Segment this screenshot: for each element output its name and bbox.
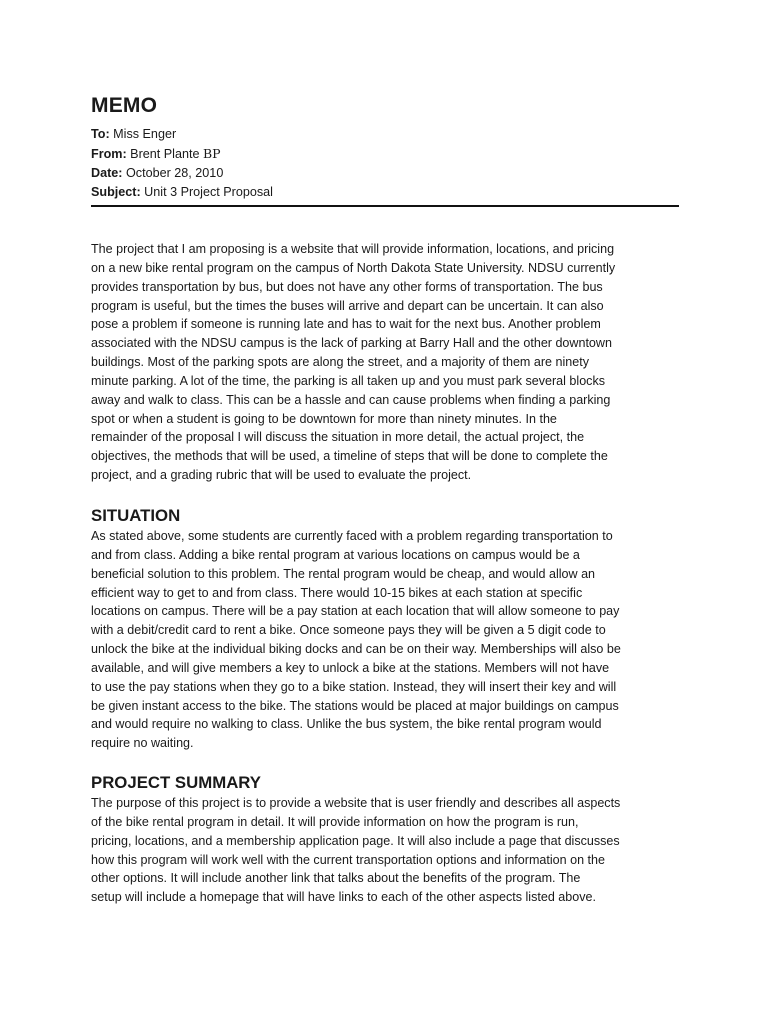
from-line bbox=[91, 144, 679, 164]
to-value: Miss Enger bbox=[109, 127, 177, 141]
situation-heading: SITUATION bbox=[91, 505, 181, 525]
text-line: program is useful, but the times the buses will arrive and depart can be uncertain. It can also bbox=[91, 298, 604, 313]
text-line: with a debit/credit card to rent a bike. Once someone pays they will be given a 5 digit code to bbox=[91, 623, 606, 638]
text-line: As stated above, some students are currently faced with a problem regarding transportation to bbox=[91, 528, 613, 543]
handwritten-initials: BP bbox=[203, 146, 221, 161]
to-label: To: bbox=[91, 127, 110, 141]
text-line: require no waiting. bbox=[91, 736, 194, 751]
text-line: The project that I am proposing is a website that will provide information, locations, and pricing bbox=[91, 242, 615, 256]
text-line: objectives, the methods that will be used, a timeline of steps that will be done to complete the bbox=[91, 449, 608, 464]
text-line: associated with the NDSU campus is the lack of parking at Barry Hall and the other downtown bbox=[91, 336, 612, 351]
text-line: how this program will work well with the current transportation options and information on the bbox=[91, 852, 605, 867]
text-line: project, and a grading rubric that will be used to evaluate the project. bbox=[91, 468, 472, 483]
text-line: pose a problem if someone is running late and has to wait for the next bus. Another problem bbox=[91, 317, 601, 332]
text-line: available, and will give members a key to unlock a bike at the stations. Members will not have bbox=[91, 660, 610, 675]
text-line: and from class. Adding a bike rental program at various locations on campus would be a bbox=[91, 547, 580, 562]
text-line: remainder of the proposal I will discuss the situation in more detail, the actual project, the bbox=[91, 430, 585, 445]
text-line: The purpose of this project is to provide a website that is user friendly and describes all aspects bbox=[91, 796, 621, 811]
situation-paragraph bbox=[91, 527, 679, 753]
text-line: locations on campus. There will be a pay station at each location that will allow someone to pay bbox=[91, 604, 620, 619]
header-divider bbox=[91, 205, 679, 207]
text-line: spot or when a student is going to be downtown for more than ninety minutes. In the bbox=[91, 411, 557, 426]
text-line: minute parking. A lot of the time, the parking is all taken up and you must park several blocks bbox=[91, 373, 605, 388]
memo-title: MEMO bbox=[91, 94, 158, 117]
to-line bbox=[91, 125, 679, 144]
text-line: be given instant access to the bike. The stations would be placed at major buildings on campus bbox=[91, 698, 619, 713]
text-line: to use the pay stations when they go to a bike station. Instead, they will insert their key and will bbox=[91, 679, 617, 694]
text-line: beneficial solution to this problem. The rental program would be cheap, and would allow an bbox=[91, 566, 596, 581]
text-line: provides transportation by bus, but does not have any other forms of transportation. The bus bbox=[91, 279, 603, 294]
text-line: and would require no walking to class. Unlike the bus system, the bike rental program would bbox=[91, 717, 602, 732]
from-value: Brent Plante bbox=[126, 147, 203, 161]
project-summary-heading: PROJECT SUMMARY bbox=[91, 773, 261, 793]
date-line bbox=[91, 164, 679, 183]
text-line: buildings. Most of the parking spots are along the street, and a majority of them are ninety bbox=[91, 355, 589, 370]
project-summary-paragraph bbox=[91, 794, 679, 907]
text-line: setup will include a homepage that will have links to each of the other aspects listed above. bbox=[91, 890, 596, 905]
text-line: efficient way to get to and from class. There would 10-15 bikes at each station at specific bbox=[91, 585, 583, 600]
subject-label: Subject: bbox=[91, 185, 141, 199]
subject-value: Unit 3 Project Proposal bbox=[140, 185, 273, 199]
text-line: of the bike rental program in detail. It will provide information on how the program is run, bbox=[91, 814, 579, 829]
date-value: October 28, 2010 bbox=[122, 166, 224, 180]
text-line: unlock the bike at the individual biking docks and can be on their way. Memberships will also be bbox=[91, 642, 621, 657]
text-line: pricing, locations, and a membership application page. It will also include a page that discusses bbox=[91, 833, 620, 848]
memo-content bbox=[91, 94, 679, 907]
date-label: Date: bbox=[91, 166, 123, 180]
text-line: on a new bike rental program on the campus of North Dakota State University. NDSU currently bbox=[91, 260, 616, 275]
subject-line bbox=[91, 183, 679, 202]
text-line: other options. It will include another link that talks about the benefits of the program. The bbox=[91, 871, 581, 886]
intro-paragraph bbox=[91, 240, 679, 485]
text-line: away and walk to class. This can be a hassle and can cause problems when finding a parking bbox=[91, 392, 611, 407]
from-label: From: bbox=[91, 147, 127, 161]
